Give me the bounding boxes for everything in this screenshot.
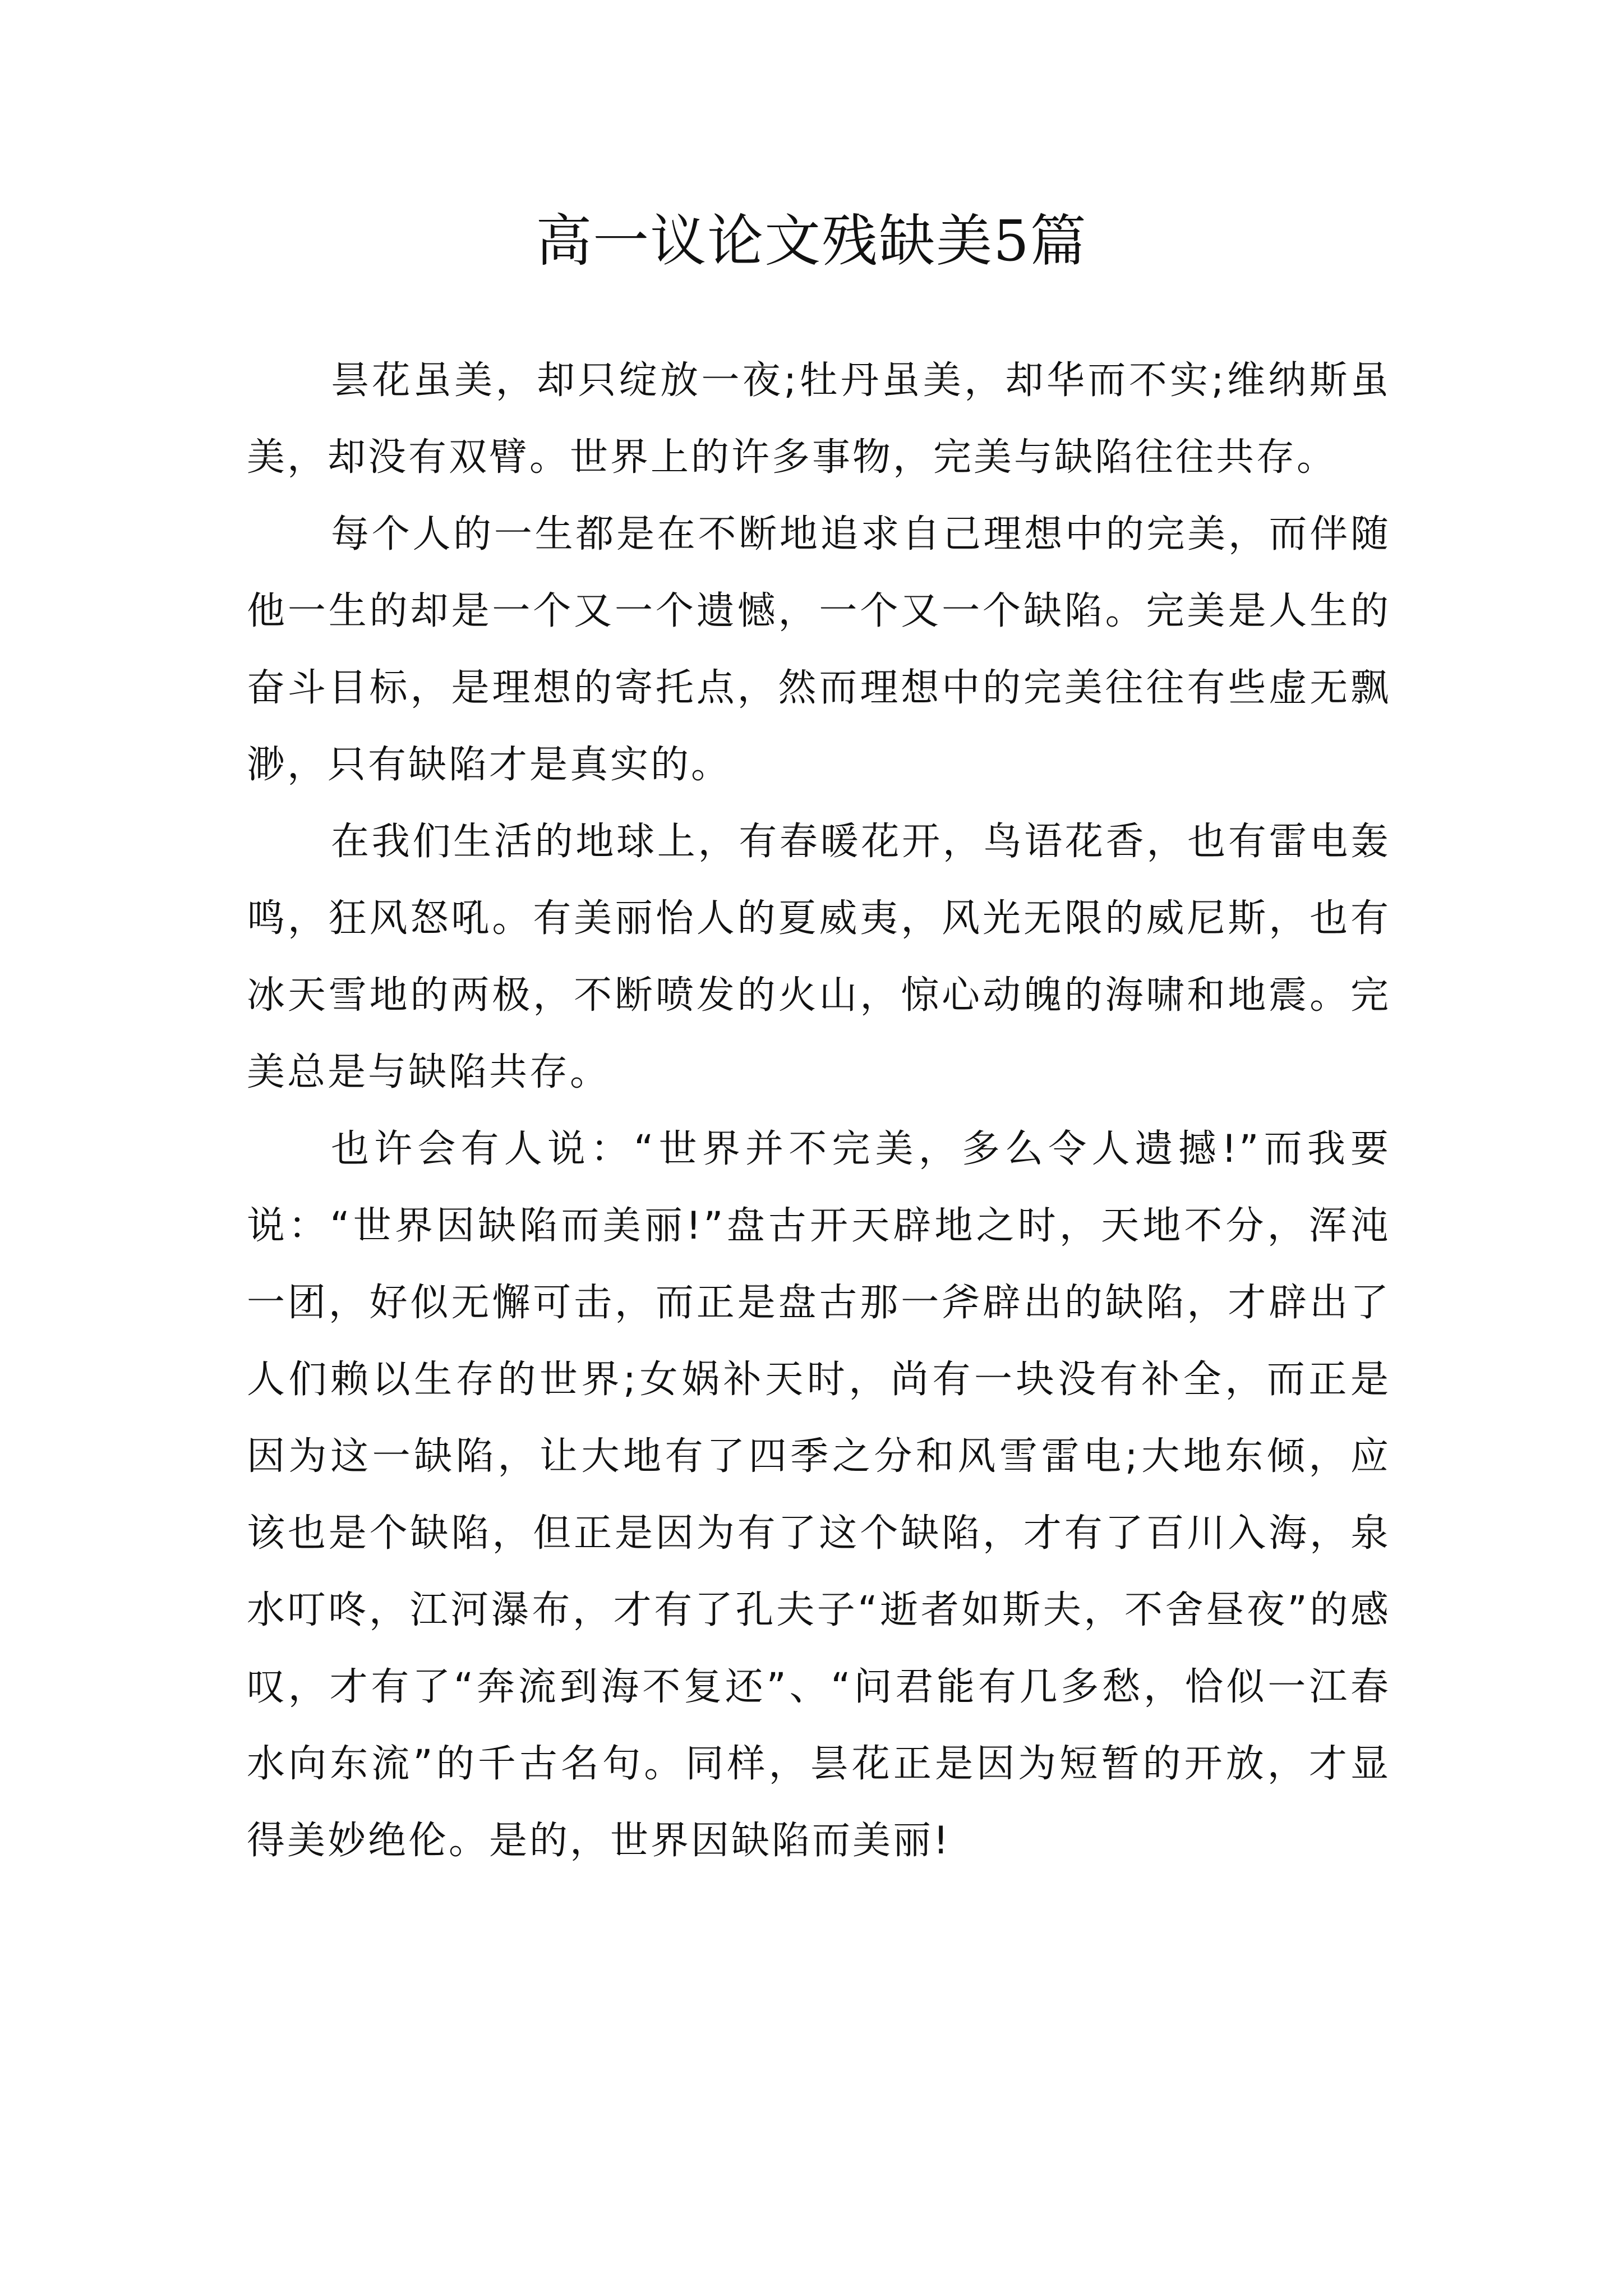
paragraph: 在我们生活的地球上，有春暖花开，鸟语花香，也有雷电轰鸣，狂风怒吼。有美丽怡人的夏威夷，风光无限的威尼斯，也有冰天雪地的两极，不断喷发的火山，惊心动魄的海啸和地震。完美总是与缺陷共存。 [247, 820, 1391, 1094]
paragraph: 也许会有人说：“世界并不完美，多么令人遗撼!”而我要说：“世界因缺陷而美丽!”盘古开天辟地之时，天地不分，浑沌一团，好似无懈可击，而正是盘古那一斧辟出的缺陷，才辟出了人们赖以生存的世界;女娲补天时，尚有一块没有补全，而正是因为这一缺陷，让大地有了四季之分和风雪雷电;大地东倾，应该也是个缺陷，但正是因为有了这个缺陷，才有了百川入海，泉水叮咚，江河瀑布，才有了孔夫子“逝者如斯夫，不舍昼夜”的感叹，才有了“奔流到海不复还”、“问君能有几多愁，恰似一江春水向东流”的千古名句。同样，昙花正是因为短暂的开放，才显得美妙绝伦。是的，世界因缺陷而美丽! [247, 1127, 1391, 1863]
paragraph: 昙花虽美，却只绽放一夜;牡丹虽美，却华而不实;维纳斯虽美，却没有双臂。世界上的许多事物，完美与缺陷往往共存。 [247, 358, 1391, 480]
page-title: 高一议论文残缺美5篇 [536, 208, 1087, 274]
paragraph: 每个人的一生都是在不断地追求自己理想中的完美，而伴随他一生的却是一个又一个遗憾，一个又一个缺陷。完美是人生的奋斗目标，是理想的寄托点，然而理想中的完美往往有些虚无飘渺，只有缺陷才是真实的。 [247, 512, 1391, 787]
document-body [247, 342, 1391, 1879]
